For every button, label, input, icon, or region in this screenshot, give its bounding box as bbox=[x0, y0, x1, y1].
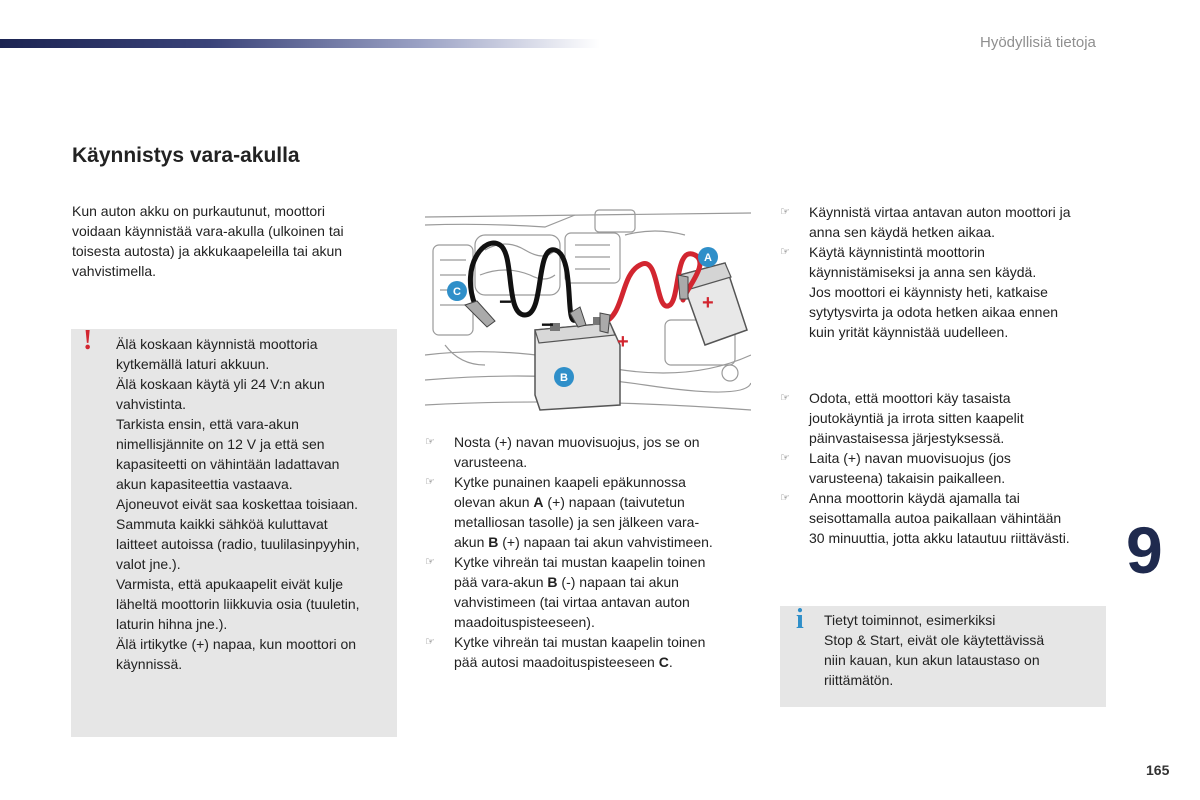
warning-line: Varmista, että apukaapelit eivät kulje bbox=[116, 576, 343, 592]
plus-symbol-b: + bbox=[617, 331, 629, 353]
list-item bbox=[425, 552, 751, 632]
label-a: A bbox=[704, 252, 712, 264]
info-line: Tietyt toiminnot, esimerkiksi bbox=[824, 612, 996, 628]
list-item-text: Käynnistä virtaa antavan auton moottori ja anna sen käydä hetken aikaa. bbox=[809, 204, 1071, 240]
list-item bbox=[425, 472, 751, 552]
info-line: niin kauan, kun akun lataustaso on bbox=[824, 652, 1040, 668]
warning-box bbox=[71, 325, 397, 737]
warning-line: laitteet autoissa (radio, tuulilasinpyyhin, bbox=[116, 536, 360, 552]
warning-line: Tarkista ensin, että vara-akun bbox=[116, 416, 299, 432]
label-b: B bbox=[560, 372, 568, 384]
list-item-text: Kytke vihreän tai mustan kaapelin toinen pää vara-akun B (-) napaan tai akun vahvistimeen (tai virtaa antavan auton maadoituspisteeseen). bbox=[454, 554, 706, 630]
warning-line: Älä irtikytke (+) napaa, kun moottori on bbox=[116, 636, 357, 652]
intro-paragraph bbox=[72, 201, 382, 281]
plus-symbol-a: + bbox=[702, 292, 714, 314]
warning-text bbox=[116, 334, 391, 674]
list-item-text: Käytä käynnistintä moottorin käynnistämiseksi ja anna sen käydä. Jos moottori ei käynnisty heti, katkaise sytytysvirta ja odota hetken aikaa ennen kuin yrität käynnistää uudelleen. bbox=[809, 244, 1059, 340]
list-item-text: Odota, että moottori käy tasaista joutokäyntiä ja irrota sitten kaapelit päinvastaisessa järjestyksessä. bbox=[809, 390, 1024, 446]
info-line: Stop & Start, eivät ole käytettävissä bbox=[824, 632, 1045, 648]
jump-start-illustration bbox=[425, 205, 751, 423]
pointing-hand-icon: ☞ bbox=[780, 246, 790, 258]
intro-line: vahvistimella. bbox=[72, 263, 157, 279]
warning-line: läheltä moottorin liikkuvia osia (tuuletin, bbox=[116, 596, 360, 612]
page-number: 165 bbox=[1146, 762, 1170, 778]
list-item bbox=[780, 448, 1110, 488]
info-line: riittämätön. bbox=[824, 672, 894, 688]
warning-line: Älä koskaan käytä yli 24 V:n akun bbox=[116, 376, 325, 392]
warning-line: Älä koskaan käynnistä moottoria bbox=[116, 336, 318, 352]
pointing-hand-icon: ☞ bbox=[425, 556, 435, 568]
pointing-hand-icon: ☞ bbox=[425, 476, 435, 488]
list-item bbox=[425, 632, 751, 672]
pointing-hand-icon: ☞ bbox=[780, 206, 790, 218]
intro-line: toisesta autosta) ja akkukaapeleilla tai akun bbox=[72, 243, 343, 259]
pointing-hand-icon: ☞ bbox=[780, 492, 790, 504]
list-item-text: Anna moottorin käydä ajamalla tai seisottamalla autoa paikallaan vähintään 30 minuuttia, jotta akku latautuu riittävästi. bbox=[809, 490, 1070, 546]
warning-line: nimellisjännite on 12 V ja että sen bbox=[116, 436, 325, 452]
info-text bbox=[824, 610, 1094, 690]
warning-line: Ajoneuvot eivät saa koskettaa toisiaan. bbox=[116, 496, 359, 512]
label-c: C bbox=[453, 286, 461, 298]
warning-line: akun kapasiteettia vastaava. bbox=[116, 476, 293, 492]
instruction-list-right-top bbox=[780, 202, 1110, 342]
minus-symbol-b: − bbox=[541, 312, 554, 337]
pointing-hand-icon: ☞ bbox=[780, 392, 790, 404]
warning-line: käynnissä. bbox=[116, 656, 183, 672]
list-item-text: Kytke vihreän tai mustan kaapelin toinen pää autosi maadoituspisteeseen C. bbox=[454, 634, 706, 670]
warning-line: laturin hihna jne.). bbox=[116, 616, 228, 632]
list-item-text: Kytke punainen kaapeli epäkunnossa olevan akun A (+) napaan (taivutetun metalliosan tasolle) ja sen jälkeen vara- akun B (+) napaan tai akun vahvistimeen. bbox=[454, 474, 713, 550]
info-icon: i bbox=[796, 604, 804, 635]
warning-line: Sammuta kaikki sähköä kuluttavat bbox=[116, 516, 328, 532]
warning-line: kapasiteetti on vähintään ladattavan bbox=[116, 456, 340, 472]
list-item bbox=[425, 432, 751, 472]
minus-symbol-c: − bbox=[499, 289, 512, 314]
section-header: Hyödyllisiä tietoja bbox=[980, 34, 1096, 51]
warning-line: vahvistinta. bbox=[116, 396, 187, 412]
black-cable bbox=[470, 243, 575, 320]
chapter-number: 9 bbox=[1126, 513, 1163, 587]
pointing-hand-icon: ☞ bbox=[780, 452, 790, 464]
warning-line: valot jne.). bbox=[116, 556, 181, 572]
page-title: Käynnistys vara-akulla bbox=[72, 144, 300, 167]
instruction-list-right-middle bbox=[780, 388, 1110, 548]
pointing-hand-icon: ☞ bbox=[425, 636, 435, 648]
header-color-bar bbox=[0, 39, 600, 48]
intro-line: voidaan käynnistää vara-akulla (ulkoinen tai bbox=[72, 223, 344, 239]
exclamation-icon: ! bbox=[83, 325, 93, 356]
info-box bbox=[780, 606, 1106, 707]
instruction-list-middle bbox=[425, 432, 751, 672]
intro-line: Kun auton akku on purkautunut, moottori bbox=[72, 203, 325, 219]
list-item bbox=[780, 488, 1110, 548]
list-item bbox=[780, 202, 1110, 242]
list-item bbox=[780, 388, 1110, 448]
warning-line: kytkemällä laturi akkuun. bbox=[116, 356, 270, 372]
list-item-text: Nosta (+) navan muovisuojus, jos se on varusteena. bbox=[454, 434, 700, 470]
list-item-text: Laita (+) navan muovisuojus (jos varusteena) takaisin paikalleen. bbox=[809, 450, 1011, 486]
list-item bbox=[780, 242, 1110, 342]
pointing-hand-icon: ☞ bbox=[425, 436, 435, 448]
